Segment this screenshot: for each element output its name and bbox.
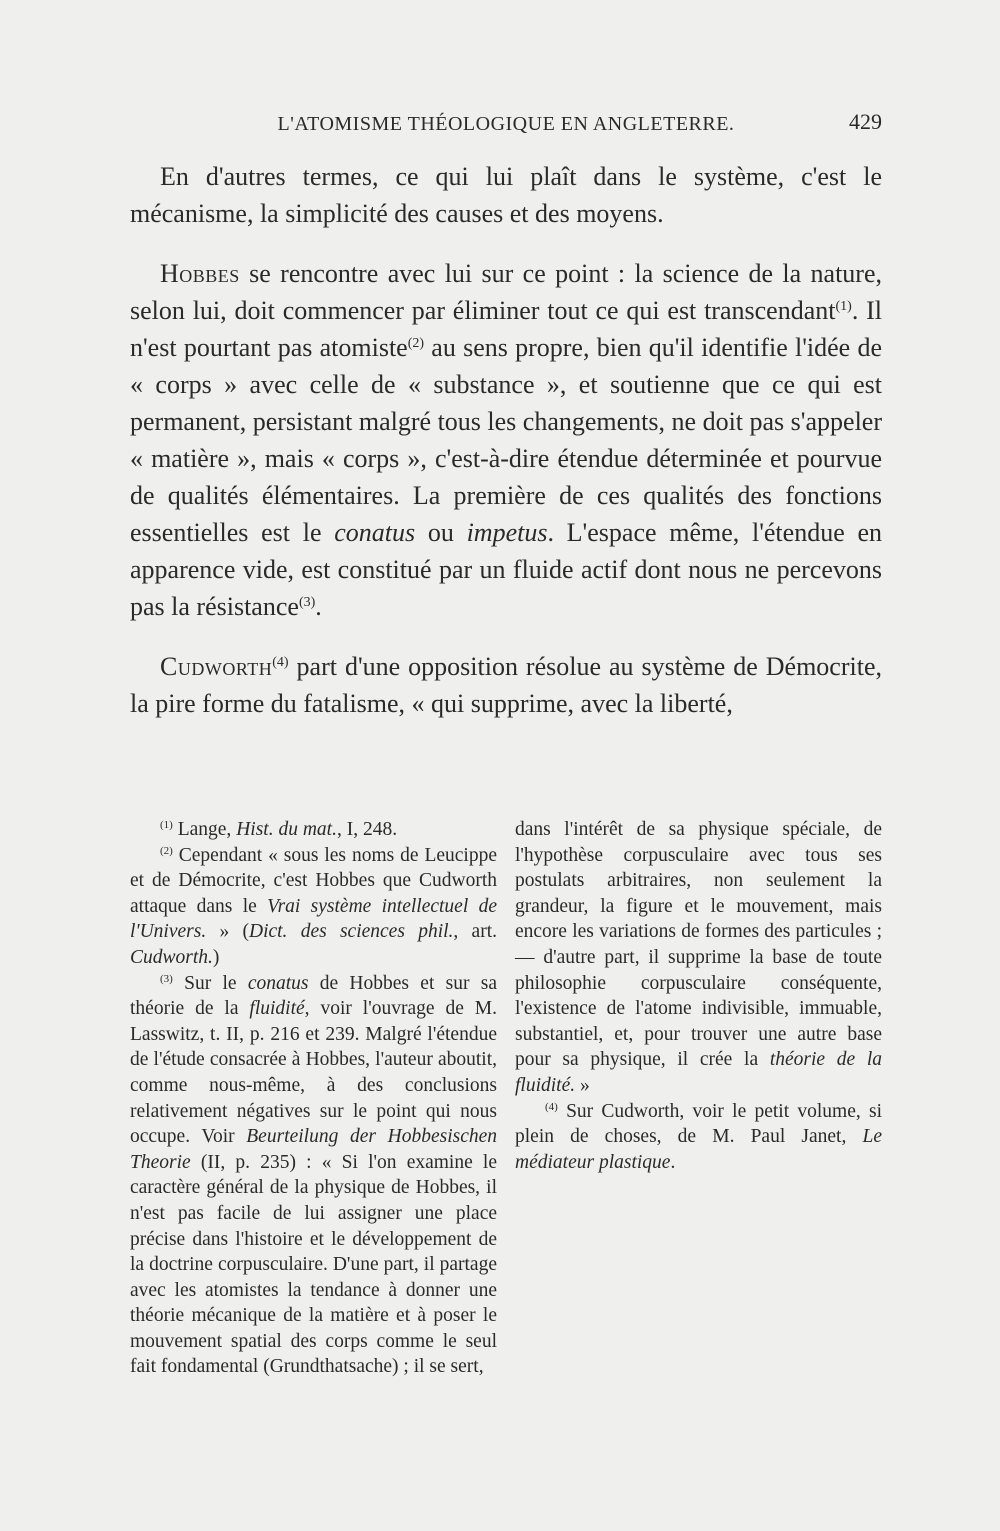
text-span: Cependant « sous les noms de Leucippe et de Démocrite, c'est Hobbes que Cudworth attaque dans le [130, 844, 497, 917]
text-span: ) [212, 946, 220, 968]
italic-term: Dict. des sciences phil. [248, 921, 454, 943]
italic-term: Hist. du mat. [236, 819, 337, 840]
italic-term: Le médiateur plastique [515, 1126, 882, 1173]
footnote-column-right [515, 817, 882, 1380]
text-span: de Hobbes et sur sa théorie de la [130, 972, 497, 1020]
text-span: . Il n'est pourtant pas atomiste [130, 296, 883, 362]
paragraph-3 [130, 648, 882, 722]
text-span: Sur Cudworth, voir le petit volume, si plein de choses, de M. Paul Janet, [515, 1100, 882, 1148]
text-span: au sens propre, bien qu'il identifie l'idée de « corps » avec celle de « substance », et soutienne que ce qui est permanent, persistant malgré tous les changements, ne doit pas s'appeler « matière », mais « corps », c'est-à-dire étendue déterminée et pourvue de qualités élémentaires. La première de ces qualités des fonctions essentielles est le [130, 333, 882, 547]
text-span: , art. [453, 921, 497, 943]
author-name-cudworth: Cudworth [160, 652, 273, 681]
footnote-ref-2: (2) [407, 336, 425, 351]
footnote-4 [515, 1099, 882, 1176]
text-span: , voir l'ouvrage de M. Lasswitz, t. II, p. 216 et 239. Malgré l'étendue de l'étude consacrée à Hobbes, l'auteur aboutit, comme nous-même, à des conclusions relativement négatives sur le point qui nous occupe. Voir [130, 998, 498, 1148]
italic-term: Cudworth. [130, 946, 213, 968]
footnote-mark: (3) [160, 972, 173, 985]
italic-term: conatus [247, 972, 309, 994]
italic-term: fluidité [249, 998, 305, 1020]
footnote-mark: (4) [545, 1100, 558, 1113]
text-span: » ( [206, 921, 249, 943]
text-span: Lange, [172, 819, 237, 840]
footnotes [130, 817, 882, 1380]
italic-term: Beurteilung der Hobbesischen Theorie [130, 1126, 498, 1173]
text-span: se rencontre avec lui sur ce point : la science de la nature, selon lui, doit commencer par éliminer tout ce qui est transcendant [130, 259, 882, 325]
italic-term: théorie de la fluidité. [515, 1049, 883, 1096]
page-header [130, 109, 882, 143]
footnote-1 [130, 817, 497, 843]
page-number: 429 [849, 109, 882, 134]
text-span: . L'espace même, l'étendue en apparence vide, est constitué par un fluide actif dont nous ne percevons pas la résistance [130, 518, 882, 621]
footnote-2 [130, 843, 497, 971]
main-text [130, 158, 882, 722]
text-span: » [575, 1074, 590, 1096]
running-title: L'ATOMISME THÉOLOGIQUE EN ANGLETERRE. [277, 113, 735, 135]
footnote-3 [130, 971, 497, 1381]
text-span: , I, 248. [336, 819, 398, 840]
footnote-mark: (2) [160, 844, 173, 857]
footnote-ref-4: (4) [272, 655, 289, 670]
paragraph-2 [130, 255, 882, 625]
footnote-ref-3: (3) [298, 595, 316, 610]
footnote-column-left [130, 817, 497, 1380]
italic-term: conatus [334, 518, 416, 547]
text-span: . [670, 1151, 676, 1173]
text-span: part d'une opposition résolue au système de Démocrite, la pire forme du fatalisme, « qui supprime, avec la liberté, [130, 652, 882, 718]
author-name-hobbes: Hobbes [160, 259, 240, 288]
text-span: dans l'intérêt de sa physique spéciale, de l'hypothèse corpusculaire avec tous ses postulats arbitraires, non seulement la grandeur, la figure et le mouvement, mais encore les variations de formes des particules ; — d'autre part, il supprime la base de toute philosophie corpusculaire conséquente, l'existence de l'atome indivisible, immuable, substantiel, et, pour trouver une autre base pour sa physique, il crée la [515, 819, 882, 1071]
text-span: (II, p. 235) : « Si l'on examine le caractère général de la physique de Hobbes, il n'est pas facile de lui assigner une place précise dans l'histoire et le développement de la doctrine corpusculaire. D'une part, il partage avec les atomistes la tendance à donner une théorie mécanique de la matière et à poser le mouvement spatial des corps comme le seul fait fondamental (Grundthatsache) ; il se sert, [130, 1151, 497, 1378]
text-span: Sur le [172, 972, 248, 994]
italic-term: impetus [466, 518, 548, 547]
italic-term: Vrai système intellectuel de l'Univers. [130, 895, 497, 943]
paragraph-1: En d'autres termes, ce qui lui plaît dans le système, c'est le mécanisme, la simplicité des causes et des moyens. [130, 162, 882, 228]
footnote-mark: (1) [160, 819, 173, 831]
footnote-ref-1: (1) [835, 299, 852, 314]
footnote-3-continued [515, 817, 882, 1099]
text-span: . [315, 592, 322, 621]
text-span: ou [415, 518, 467, 547]
